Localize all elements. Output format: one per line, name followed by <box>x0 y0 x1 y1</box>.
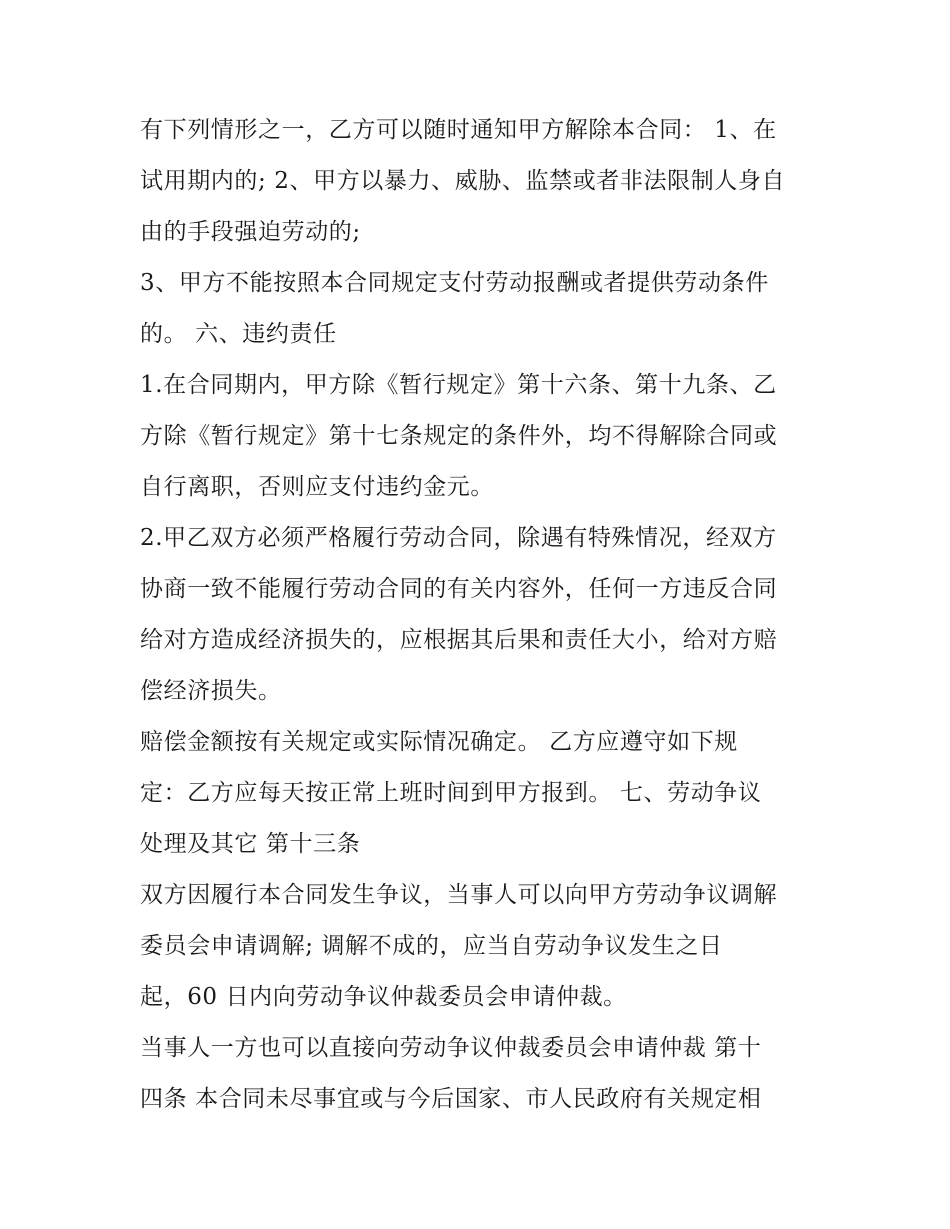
text-line: 由的手段强迫劳动的; <box>140 219 361 245</box>
text-line: 方除《暂行规定》第十七条规定的条件外，均不得解除合同或 <box>140 423 778 449</box>
text-line: 2.甲乙双方必须严格履行劳动合同，除遇有特殊情况，经双方 <box>140 525 777 551</box>
text-line: 自行离职，否则应支付违约金元。 <box>140 474 494 500</box>
section-heading-line: 的。 六、违约责任 <box>140 321 337 347</box>
text-line: 处理及其它 第十三条 <box>140 831 361 857</box>
text-line: 3、甲方不能按照本合同规定支付劳动报酬或者提供劳动条件 <box>140 270 769 296</box>
section-heading-line: 定：乙方应每天按正常上班时间到甲方报到。 七、劳动争议 <box>140 780 762 806</box>
text-line: 协商一致不能履行劳动合同的有关内容外，任何一方违反合同 <box>140 576 778 602</box>
text-line: 有下列情形之一，乙方可以随时通知甲方解除本合同： 1、在 <box>140 117 777 143</box>
text-line: 1.在合同期内，甲方除《暂行规定》第十六条、第十九条、乙 <box>140 372 777 398</box>
text-line: 试用期内的; 2、甲方以暴力、威胁、监禁或者非法限制人身自 <box>140 168 786 194</box>
text-line: 当事人一方也可以直接向劳动争议仲裁委员会申请仲裁 第十 <box>140 1035 762 1061</box>
text-line: 偿经济损失。 <box>140 678 282 704</box>
text-line: 赔偿金额按有关规定或实际情况确定。 乙方应遵守如下规 <box>140 729 738 755</box>
text-line: 委员会申请调解; 调解不成的，应当自劳动争议发生之日 <box>140 933 723 959</box>
text-line: 起，60 日内向劳动争议仲裁委员会申请仲裁。 <box>140 984 627 1010</box>
text-line: 双方因履行本合同发生争议，当事人可以向甲方劳动争议调解 <box>140 882 778 908</box>
text-line: 给对方造成经济损失的，应根据其后果和责任大小，给对方赔 <box>140 627 778 653</box>
text-line: 四条 本合同未尽事宜或与今后国家、市人民政府有关规定相 <box>140 1086 762 1112</box>
